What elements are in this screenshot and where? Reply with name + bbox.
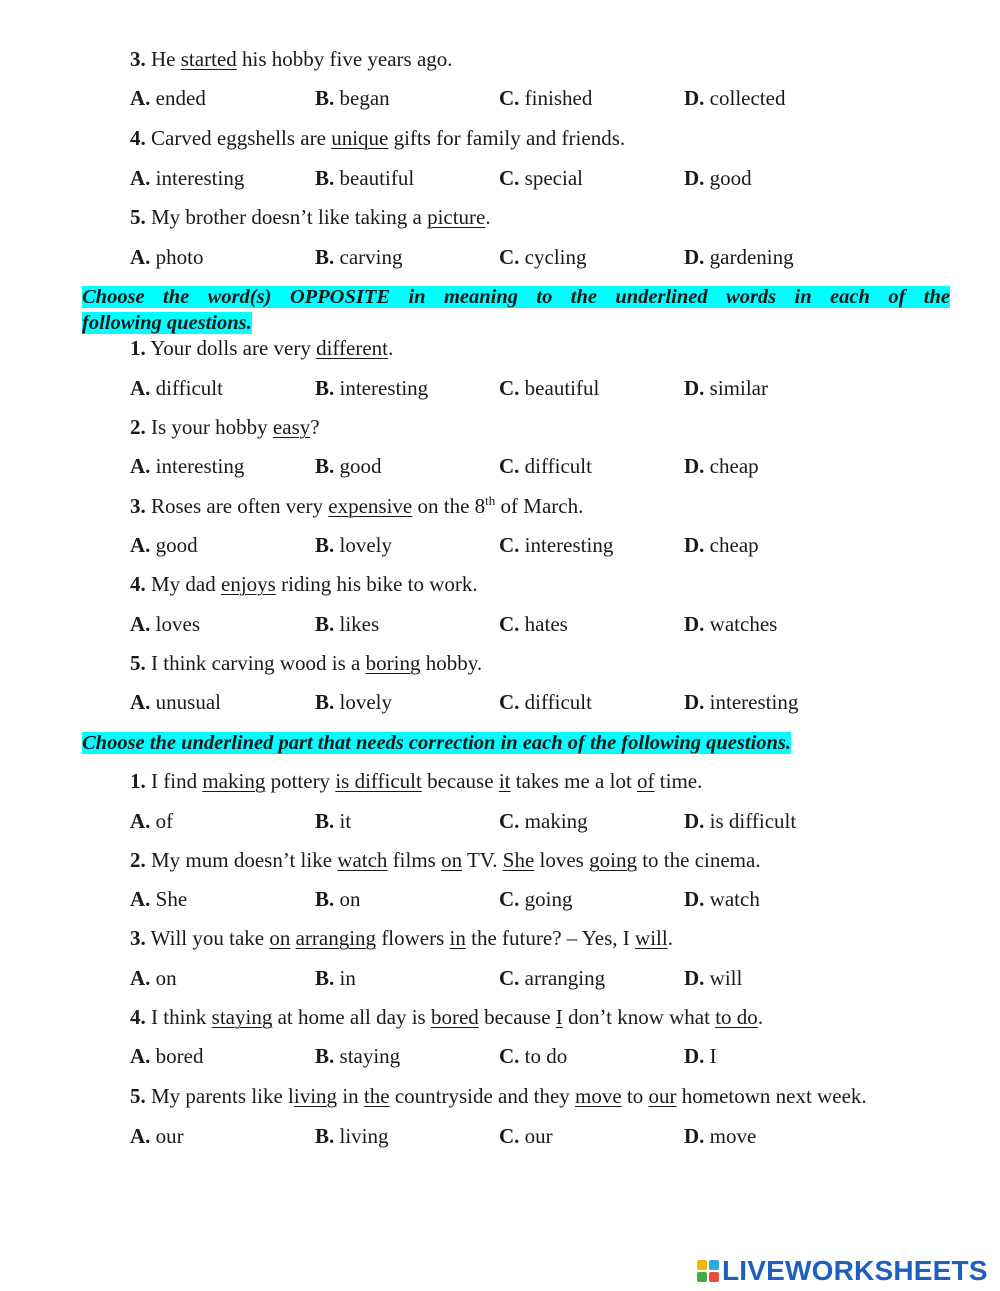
question-5: 5. My brother doesn’t like taking a picture. — [130, 205, 491, 229]
option-a[interactable]: A. of — [130, 809, 174, 833]
option-a[interactable]: A. interesting — [130, 166, 245, 190]
section-heading: Choose the underlined part that needs correction in each of the following questions. — [82, 732, 792, 754]
option-a[interactable]: A. on — [130, 966, 177, 990]
option-a[interactable]: A. She — [130, 887, 188, 911]
option-d[interactable]: D. similar — [684, 376, 768, 400]
option-b[interactable]: B. living — [315, 1124, 389, 1148]
option-a[interactable]: A. difficult — [130, 376, 223, 400]
option-d[interactable]: D. I — [684, 1044, 717, 1068]
option-c[interactable]: C. beautiful — [499, 376, 600, 400]
option-c[interactable]: C. difficult — [499, 454, 592, 478]
question-4: 4. I think staying at home all day is bored because I don’t know what to do. — [130, 1005, 764, 1029]
section-heading: Choose the word(s) OPPOSITE in meaning to the underlined words in each of the — [82, 286, 950, 308]
option-d[interactable]: D. collected — [684, 86, 786, 110]
question-5: 5. My parents like living in the countryside and they move to our hometown next week. — [130, 1084, 867, 1108]
option-d[interactable]: D. good — [684, 166, 752, 190]
option-d[interactable]: D. will — [684, 966, 743, 990]
option-c[interactable]: C. arranging — [499, 966, 606, 990]
option-a[interactable]: A. loves — [130, 612, 200, 636]
question-2: 2. My mum doesn’t like watch films on TV. She loves going to the cinema. — [130, 848, 761, 872]
option-c[interactable]: C. going — [499, 887, 573, 911]
option-c[interactable]: C. hates — [499, 612, 568, 636]
option-a[interactable]: A. ended — [130, 86, 206, 110]
option-c[interactable]: C. cycling — [499, 245, 587, 269]
question-4: 4. My dad enjoys riding his bike to work. — [130, 572, 478, 596]
question-3: 3. He started his hobby five years ago. — [130, 47, 453, 71]
option-b[interactable]: B. on — [315, 887, 361, 911]
question-2: 2. Is your hobby easy? — [130, 415, 320, 439]
option-b[interactable]: B. interesting — [315, 376, 429, 400]
section-heading-continued: following questions. — [82, 312, 252, 334]
logo-text: LIVEWORKSHEETS — [722, 1255, 988, 1286]
option-c[interactable]: C. special — [499, 166, 583, 190]
liveworksheets-logo — [697, 1255, 988, 1286]
option-a[interactable]: A. good — [130, 533, 198, 557]
question-4: 4. Carved eggshells are unique gifts for family and friends. — [130, 126, 626, 150]
option-a[interactable]: A. our — [130, 1124, 184, 1148]
option-c[interactable]: C. our — [499, 1124, 553, 1148]
option-a[interactable]: A. interesting — [130, 454, 245, 478]
option-b[interactable]: B. in — [315, 966, 356, 990]
option-d[interactable]: D. cheap — [684, 533, 759, 557]
question-1: 1. Your dolls are very different. — [130, 336, 394, 360]
option-d[interactable]: D. watch — [684, 887, 760, 911]
question-1: 1. I find making pottery is difficult because it takes me a lot of time. — [130, 769, 703, 793]
option-b[interactable]: B. it — [315, 809, 352, 833]
option-b[interactable]: B. staying — [315, 1044, 401, 1068]
question-3: 3. Will you take on arranging flowers in the future? – Yes, I will. — [130, 926, 673, 950]
option-b[interactable]: B. beautiful — [315, 166, 415, 190]
question-5: 5. I think carving wood is a boring hobby. — [130, 651, 483, 675]
option-c[interactable]: C. to do — [499, 1044, 568, 1068]
option-b[interactable]: B. likes — [315, 612, 380, 636]
option-b[interactable]: B. lovely — [315, 690, 393, 714]
option-d[interactable]: D. gardening — [684, 245, 794, 269]
option-d[interactable]: D. watches — [684, 612, 778, 636]
option-d[interactable]: D. is difficult — [684, 809, 797, 833]
option-b[interactable]: B. carving — [315, 245, 403, 269]
option-a[interactable]: A. unusual — [130, 690, 221, 714]
option-a[interactable]: A. bored — [130, 1044, 204, 1068]
question-3: 3. Roses are often very expensive on the 8th of March. — [130, 493, 584, 518]
option-b[interactable]: B. began — [315, 86, 390, 110]
option-c[interactable]: C. finished — [499, 86, 593, 110]
option-c[interactable]: C. interesting — [499, 533, 614, 557]
option-b[interactable]: B. lovely — [315, 533, 393, 557]
option-c[interactable]: C. making — [499, 809, 588, 833]
option-c[interactable]: C. difficult — [499, 690, 592, 714]
option-d[interactable]: D. interesting — [684, 690, 799, 714]
option-d[interactable]: D. move — [684, 1124, 757, 1148]
option-d[interactable]: D. cheap — [684, 454, 759, 478]
logo-icon — [697, 1260, 719, 1282]
option-a[interactable]: A. photo — [130, 245, 204, 269]
option-b[interactable]: B. good — [315, 454, 382, 478]
